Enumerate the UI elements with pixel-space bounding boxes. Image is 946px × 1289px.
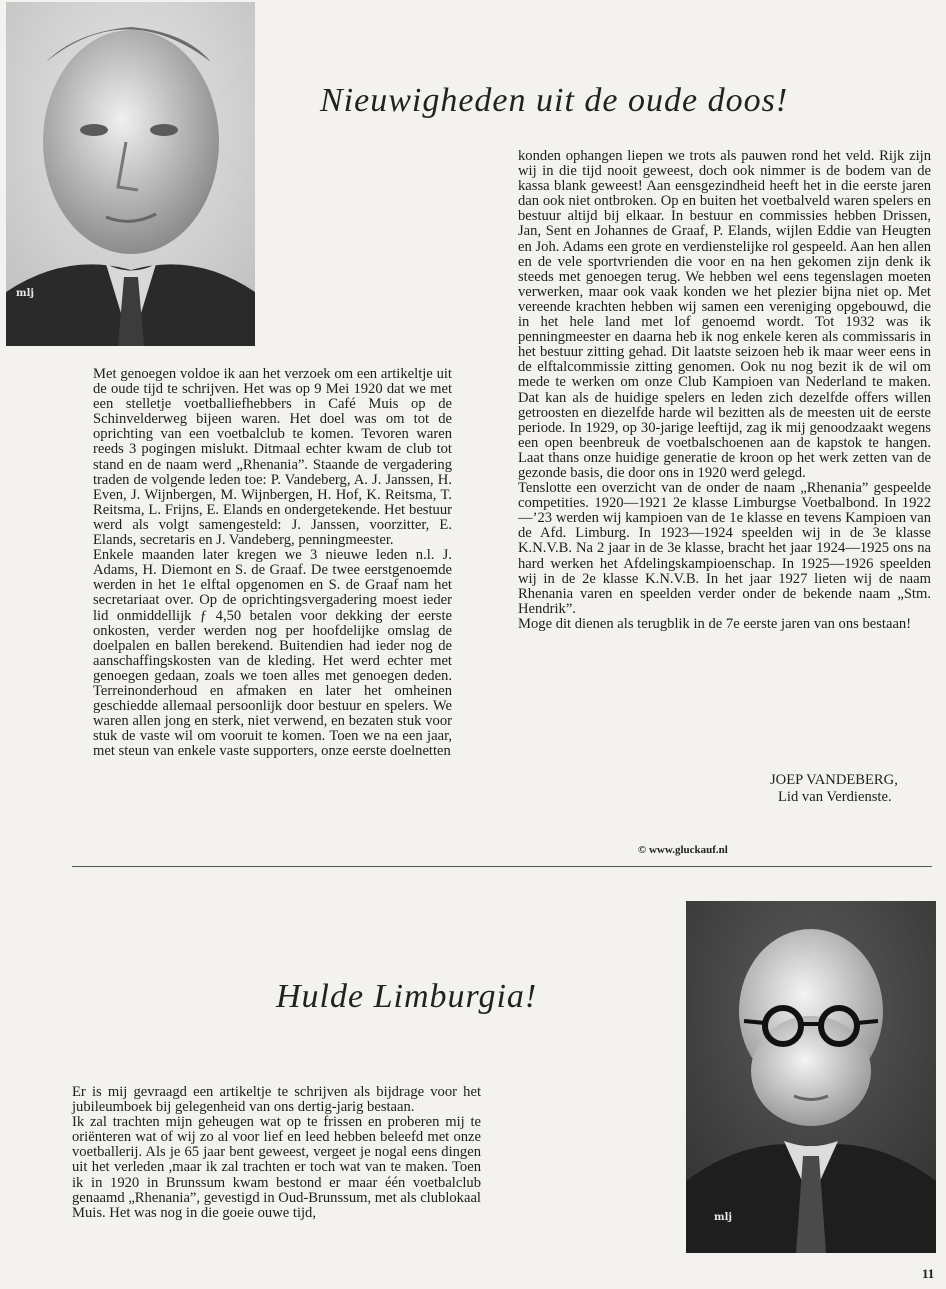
article1-paragraph-3: konden ophangen liepen we trots als pauwen rond het veld. Rijk zijn wij in die tijd nooit geweest, doch ook nimmer is de bodem van de kassa blank geweest! Aan eensgezindheid heeft het in die eerste jaren dan ook niet ontbroken. Op en buiten het voetbalveld waren spelers en bestuur altijd bij elkaar. In bestuur en commissies hebben Drissen, Jan, Sent en Johannes de Graaf, P. Elands, wijlen Eddie van Heugten en Joh. Adams een grote en verdienstelijke rol gespeeld. Aan hen allen en de vele sportvrienden die voor en na hen gekomen zijn denk ik steeds met genoegen terug. We hebben wel eens tegenslagen moeten verwerken, maar ook vaak konden we het plezier bijna niet op. Met vereende krachten hebben wij samen een vereniging opgebouwd, die in het hele land met lof genoemd wordt. Tot 1932 was ik penningmeester en daarna heb ik nog enkele keren als commissaris in het bestuur zitting gehad. Dit laatste seizoen heb ik maar weer eens in de elftalcommissie zitting genomen. Ook nu nog bezit ik de wil om mede te werken om onze Club Kampioen van Nederland te maken. Dat kan als de huidige spelers en leden zich dezelfde offers willen getroosten en diezelfde harde wil bezitten als de meesten uit de eerste periode. In 1929, op 30-jarige leeftijd, zag ik mij genoodzaakt wegens een open beenbreuk de voetbalschoenen aan de kapstok te hangen. Laat thans onze huidige generatie de kroon op het werk zetten van de gezonde basis, die door ons in 1920 werd gelegd. [518, 148, 931, 481]
section-divider [72, 866, 932, 867]
signature-block [770, 772, 898, 806]
photo-credit-label-2: mlj [714, 1212, 732, 1223]
page-number: 11 [922, 1266, 935, 1281]
article2-column [72, 1085, 481, 1221]
article1-paragraph-5: Moge dit dienen als terugblik in de 7e eerste jaren van ons bestaan! [518, 615, 912, 632]
portrait-photo-vandeberg [6, 2, 255, 346]
article2-paragraph-1: Er is mij gevraagd een artikeltje te schrijven als bijdrage voor het jubileumboek bij gelegenheid van ons dertig-jarig bestaan. [72, 1084, 481, 1116]
article1-right-column [518, 149, 931, 632]
portrait-photo-glasses [686, 901, 936, 1253]
signature-role: Lid van Verdienste. [778, 789, 892, 805]
photo-credit-label: mlj [16, 288, 34, 299]
signature-name: JOEP VANDEBERG, [770, 772, 898, 788]
article1-left-column [93, 367, 452, 759]
article1-paragraph-1: Met genoegen voldoe ik aan het verzoek om een artikeltje uit de oude tijd te schrijven. Het was op 9 Mei 1920 dat we met een stelletje voetballiefhebbers in Café Muis op de Schinvelderweg bijeen waren. Het doel was om tot de oprichting van een voetbalclub te komen. Tevoren waren reeds 3 pogingen mislukt. Ditmaal echter kwam de club tot stand en de naam werd „Rhenania”. Staande de vergadering traden de volgende leden toe: P. Vandeberg, A. J. Janssen, H. Even, J. Wijnbergen, M. Wijnbergen, H. Hof, K. Reitsma, T. Reitsma, L. Frijns, E. Elands en ondergetekende. Het bestuur werd als volgt samengesteld: J. Janssen, voorzitter, E. Elands, secretaris en J. Vandeberg, penningmeester. [93, 366, 452, 549]
article1-paragraph-2: Enkele maanden later kregen we 3 nieuwe leden n.l. J. Adams, H. Diemont en S. de Graaf. De twee eerstgenoemde werden in het 1e elftal opgenomen en S. de Graaf nam het secretariaat over. Op de oprichtingsvergadering moest ieder lid onmiddellijk ƒ 4,50 betalen voor dekking der eerste onkosten, verder werden nog per hoofdelijke omslag de doelpalen en ballen berekend. Buitendien had ieder nog de aanschaffingskosten van de kleding. Het werd echter met genoegen gedaan, zoals we toen alles met genoegen deden. Terreinonderhoud en afmaken en later het omheinen geschiedde allemaal persoonlijk door bestuur en spelers. We waren allen jong en sterk, niet verwend, en bezaten stuk voor stuk de vaste wil om vooruit te komen. Toen we na een jaar, met steun van enkele vaste supporters, onze eerste doelnetten [93, 547, 452, 760]
watermark: © www.gluckauf.nl [638, 844, 728, 856]
article1-paragraph-4: Tenslotte een overzicht van de onder de naam „Rhenania” gespeelde competities. 1920—1921 2e klasse Limburgse Voetbalbond. In 1922—’23 werden wij kampioen van de 1e klasse en tevens Kampioen van de Afd. Limburg. In 1923—1924 speelden wij in de 3e klasse K.N.V.B. Na 2 jaar in de 3e klasse, bracht het jaar 1924—1925 ons na hard werken het Afdelingskampioenschap. In 1925—1926 speelden wij in de 2e klasse K.N.V.B. In het jaar 1927 lieten wij de naam Rhenania varen en speelden verder onder de bekende naam „Stm. Hendrik”. [518, 480, 931, 617]
article-title-nieuwigheden: Nieuwigheden uit de oude doos! [320, 82, 789, 119]
article2-paragraph-2: Ik zal trachten mijn geheugen wat op te frissen en proberen mij te oriënteren wat of wij zo al voor lief en leed hebben beleefd met onze voetballerij. Als je 65 jaar bent geweest, vergeet je nogal eens dingen uit het verleden ,maar ik zal trachten er toch wat van te maken. Toen ik in 1920 in Brunssum kwam bestond er maar één voetbalclub genaamd „Rhenania”, gevestigd in Oud-Brunssum, met als clublokaal Muis. Het was nog in die goeie ouwe tijd, [72, 1114, 481, 1221]
article-title-hulde: Hulde Limburgia! [276, 978, 538, 1015]
